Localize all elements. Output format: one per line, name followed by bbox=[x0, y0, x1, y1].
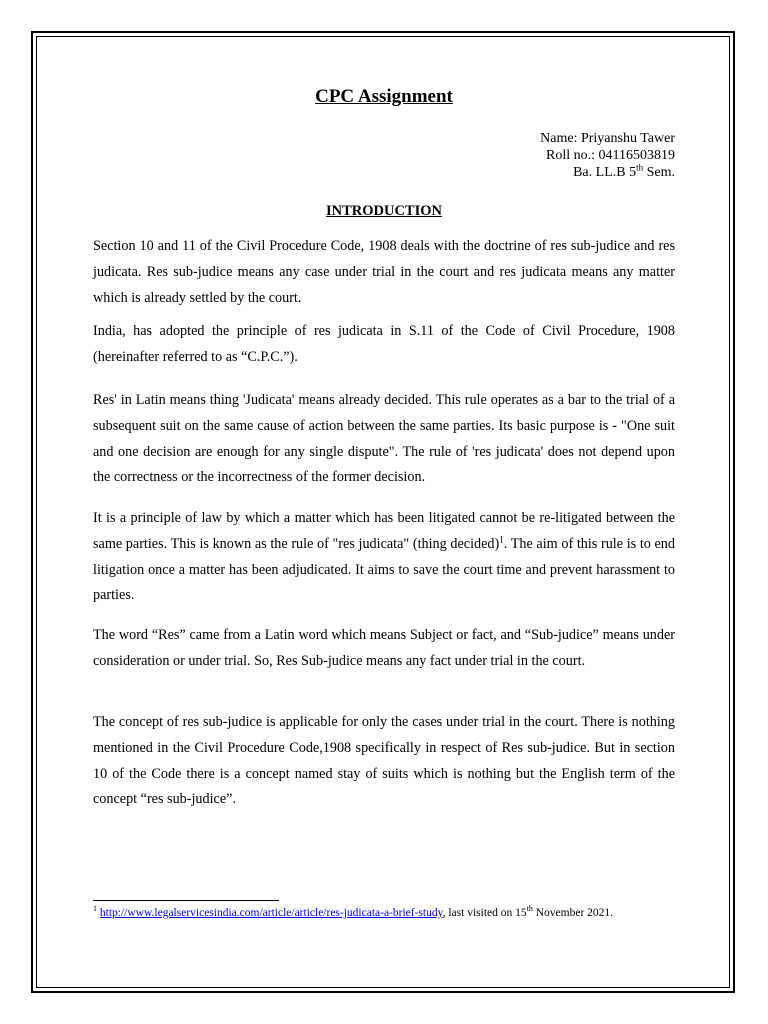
footnote-reference[interactable]: 1 bbox=[499, 534, 504, 545]
footnote-separator bbox=[93, 900, 279, 901]
author-name: Name: Priyanshu Tawer bbox=[540, 131, 675, 146]
footnote-date-superscript: th bbox=[526, 904, 533, 914]
course-line bbox=[540, 164, 675, 181]
footnote-text: , last visited on 15 bbox=[442, 907, 527, 919]
course-suffix: Sem. bbox=[643, 165, 675, 180]
section-heading: INTRODUCTION bbox=[325, 203, 442, 219]
footnote bbox=[93, 906, 675, 921]
footnote-link[interactable]: http://www.legalservicesindia.com/article/article/res-judicata-a-brief-study bbox=[99, 907, 443, 919]
paragraph-3: Res' in Latin means thing 'Judicata' means already decided. This rule operates as a bar to the trial of a subsequent suit on the same cause of action between the same parties. Its basic purpose is - "One suit and one decision are enough for any single dispute". The rule of 'res judicata' does not depend upon the correctness or the incorrectness of the former decision. bbox=[93, 392, 675, 486]
paragraph-2: India, has adopted the principle of res judicata in S.11 of the Code of Civil Procedure, 1908 (hereinafter referred to as “C.P.C.”). bbox=[93, 323, 675, 365]
paragraph-1: Section 10 and 11 of the Civil Procedure Code, 1908 deals with the doctrine of res sub-judice and res judicata. Res sub-judice means any case under trial in the court and res judicata means any matter which is already settled by the court. bbox=[93, 238, 675, 306]
footnote-text-end: November 2021. bbox=[532, 907, 614, 919]
paragraph-6: The concept of res sub-judice is applicable for only the cases under trial in the court. There is nothing mentioned in the Civil Procedure Code,1908 specifically in respect of Res sub-judice. But in section 10 of the Code there is a concept named stay of suits which is nothing but the English term of the concept “res sub-judice”. bbox=[93, 714, 675, 808]
course-prefix: Ba. LL.B 5 bbox=[573, 165, 637, 180]
paragraph-5: The word “Res” came from a Latin word which means Subject or fact, and “Sub-judice” means under consideration or under trial. So, Res Sub-judice means any fact under trial in the court. bbox=[93, 627, 675, 669]
author-info bbox=[540, 130, 675, 181]
roll-number: Roll no.: 04116503819 bbox=[546, 148, 675, 163]
course-superscript: th bbox=[636, 162, 644, 173]
paragraph-4 bbox=[93, 506, 675, 609]
footnote-number: 1 bbox=[93, 904, 97, 914]
paragraph-4-text-a: It is a principle of law by which a matter which has been litigated cannot be re-litigated between the same parties. This is known as the rule of "res judicata" (thing decided) bbox=[93, 510, 675, 552]
document-title: CPC Assignment bbox=[315, 86, 453, 107]
paragraph-4-text-b: . The aim of this rule is to end litigation once a matter has been adjudicated. It aims to save the court time and prevent harassment to parties. bbox=[93, 535, 675, 604]
